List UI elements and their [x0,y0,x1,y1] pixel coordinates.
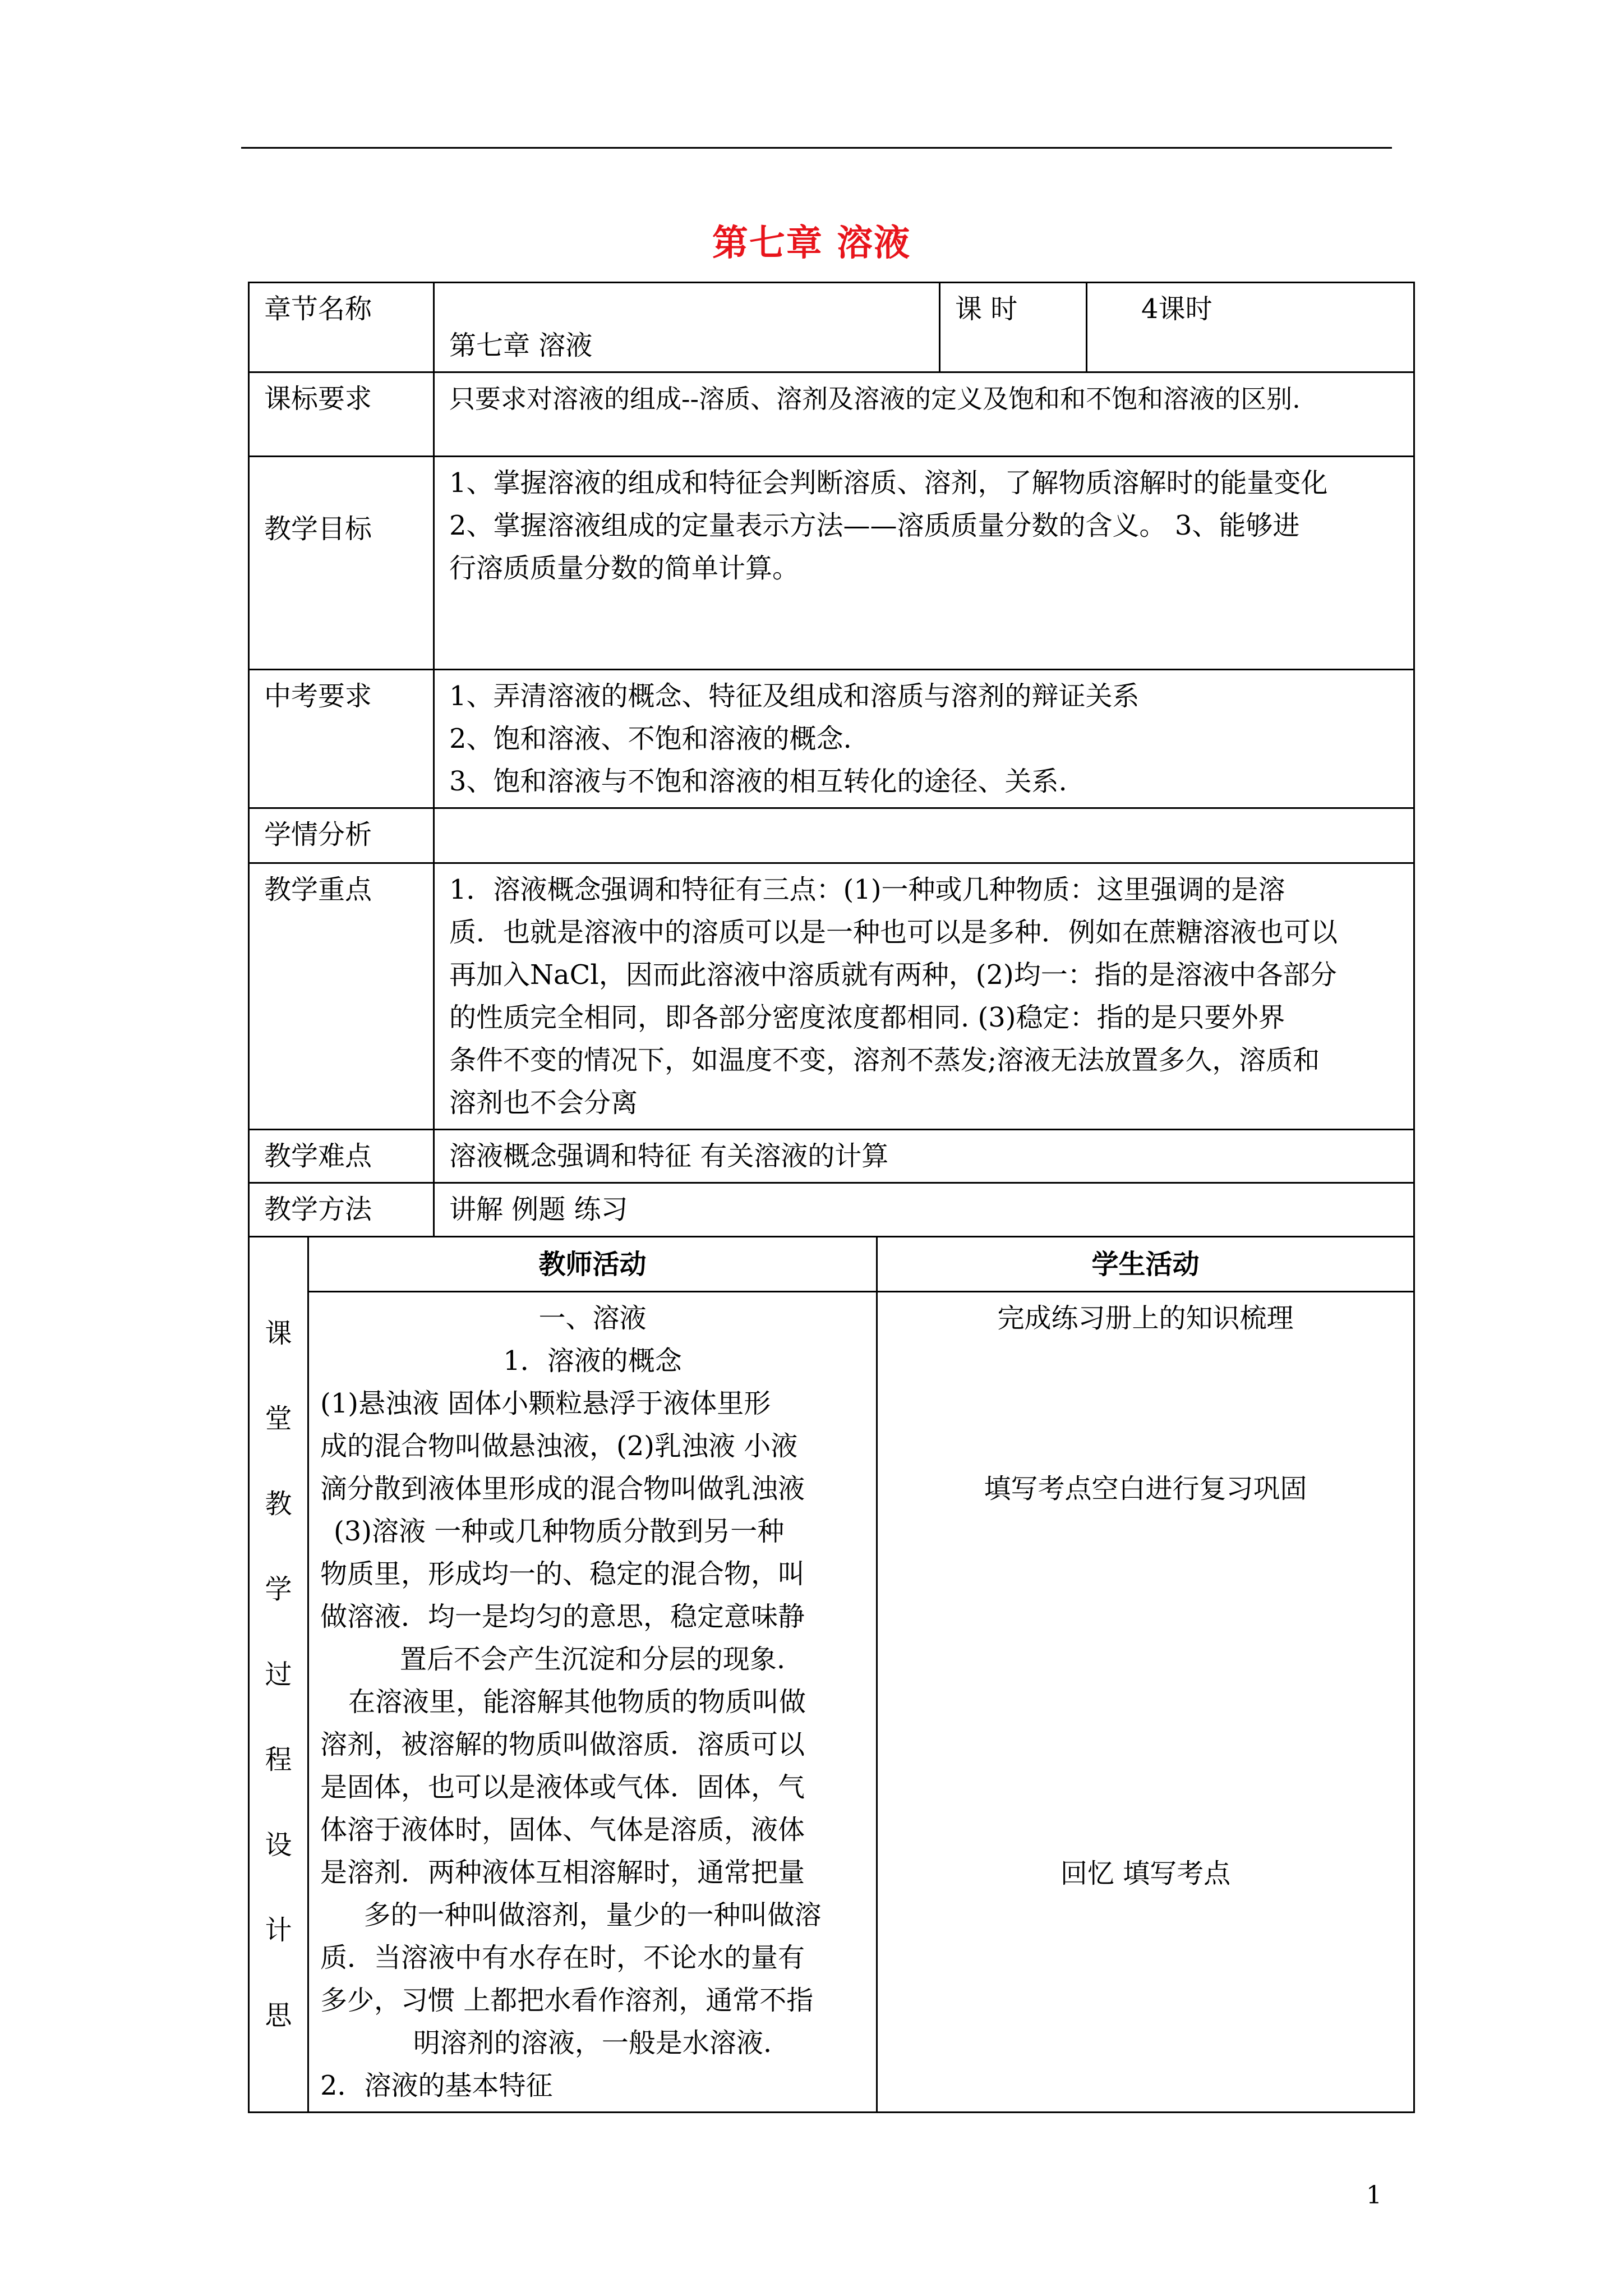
teacher-line: 物质里，形成均一的、稳定的混合物，叫 [320,1558,805,1590]
header-rule [241,147,1392,149]
teacher-line: 是固体，也可以是液体或气体．固体，气 [320,1772,805,1803]
side-char: 教 [265,1488,292,1520]
row-method [249,1183,1414,1237]
exam-value [434,670,1414,808]
teacher-line: 成的混合物叫做悬浊液，(2)乳浊液 小液 [320,1430,798,1462]
key-line: 再加入NaCl，因而此溶液中溶质就有两种，(2)均一：指的是溶液中各部分 [449,959,1337,991]
teacher-line: (3)溶液 一种或几种物质分散到另一种 [334,1516,785,1547]
goals-line: 1、掌握溶液的组成和特征会判断溶质、溶剂，了解物质溶解时的能量变化 [449,467,1328,499]
teacher-line: 溶剂，被溶解的物质叫做溶质．溶质可以 [320,1729,805,1760]
teacher-line: 多少，习惯 上都把水看作溶剂，通常不指 [320,1985,814,2016]
row-exam [249,670,1414,808]
teacher-activity-content [308,1292,877,2113]
chapter-value: 第七章 溶液 [434,283,940,372]
row-analysis [249,808,1414,863]
teacher-line: 做溶液．均一是均匀的意思，稳定意味静 [320,1601,805,1632]
side-char: 设 [265,1829,292,1861]
student-activity-content [877,1292,1414,2113]
process-side-label [249,1237,308,2113]
page-number: 1 [1366,2181,1382,2210]
teacher-line: 在溶液里，能溶解其他物质的物质叫做 [348,1686,806,1718]
teacher-line: 多的一种叫做溶剂，量少的一种叫做溶 [363,1899,822,1931]
row-key-points [249,863,1414,1130]
teacher-line: 滴分散到液体里形成的混合物叫做乳浊液 [320,1473,805,1504]
teacher-line: 1．溶液的概念 [503,1345,682,1377]
row-chapter [249,283,1414,372]
teacher-line: (1)悬浊液 固体小颗粒悬浮于液体里形 [320,1388,771,1419]
method-label: 教学方法 [249,1183,434,1237]
exam-line: 1、弄清溶液的概念、特征及组成和溶质与溶剂的辩证关系 [449,680,1140,712]
hours-value: 4课时 [1087,283,1414,372]
key-line: 溶剂也不会分离 [449,1087,638,1119]
side-char: 学 [265,1573,292,1605]
side-char: 过 [265,1659,292,1690]
teacher-line: 2．溶液的基本特征 [320,2070,553,2101]
row-process-body [249,1292,1414,2113]
key-label: 教学重点 [249,863,434,1130]
goals-value [434,457,1414,670]
key-line: 1．溶液概念强调和特征有三点：(1)一种或几种物质：这里强调的是溶 [449,874,1285,905]
row-goals [249,457,1414,670]
student-item: 填写考点空白进行复习巩固 [984,1473,1307,1504]
key-line: 条件不变的情况下，如温度不变，溶剂不蒸发;溶液无法放置多久，溶质和 [449,1045,1320,1076]
side-char: 堂 [265,1403,292,1434]
goals-line: 2、掌握溶液组成的定量表示方法——溶质质量分数的含义。 3、能够进 [449,510,1300,541]
standard-value: 只要求对溶液的组成--溶质、溶剂及溶液的定义及饱和和不饱和溶液的区别. [434,372,1414,457]
document-title: 第七章 溶液 [712,222,911,264]
goals-label: 教学目标 [249,457,434,670]
side-char: 程 [265,1744,292,1775]
row-standard [249,372,1414,457]
difficulty-label: 教学难点 [249,1130,434,1183]
hours-label: 课 时 [940,283,1087,372]
side-char: 思 [265,2000,292,2031]
goals-line: 行溶质质量分数的简单计算。 [449,553,800,584]
lesson-plan-table [248,282,1415,2113]
side-char: 计 [265,1915,292,1946]
chapter-label: 章节名称 [249,283,434,372]
teacher-line: 明溶剂的溶液，一般是水溶液. [413,2027,772,2059]
teacher-line: 是溶剂．两种液体互相溶解时，通常把量 [320,1857,805,1888]
exam-label: 中考要求 [249,670,434,808]
teacher-line: 一、溶液 [538,1303,647,1334]
teacher-line: 体溶于液体时，固体、气体是溶质，液体 [320,1814,805,1846]
analysis-label: 学情分析 [249,808,434,863]
teacher-line: 质．当溶液中有水存在时，不论水的量有 [320,1942,805,1973]
key-value [434,863,1414,1130]
key-line: 质．也就是溶液中的溶质可以是一种也可以是多种．例如在蔗糖溶液也可以 [449,917,1338,948]
teacher-activity-header: 教师活动 [308,1237,877,1292]
exam-line: 3、饱和溶液与不饱和溶液的相互转化的途径、关系. [449,766,1067,797]
teacher-line: 置后不会产生沉淀和分层的现象. [399,1644,786,1675]
student-item: 完成练习册上的知识梳理 [997,1303,1294,1334]
key-line: 的性质完全相同，即各部分密度浓度都相同. (3)稳定：指的是只要外界 [449,1002,1285,1033]
exam-line: 2、饱和溶液、不饱和溶液的概念. [449,723,852,754]
side-char: 课 [265,1318,292,1349]
method-value: 讲解 例题 练习 [434,1183,1414,1237]
student-item: 回忆 填写考点 [1060,1858,1231,1889]
difficulty-value: 溶液概念强调和特征 有关溶液的计算 [434,1130,1414,1183]
row-process-header [249,1237,1414,1292]
analysis-value [434,808,1414,863]
student-activity-header: 学生活动 [877,1237,1414,1292]
standard-label: 课标要求 [249,372,434,457]
row-difficulty [249,1130,1414,1183]
